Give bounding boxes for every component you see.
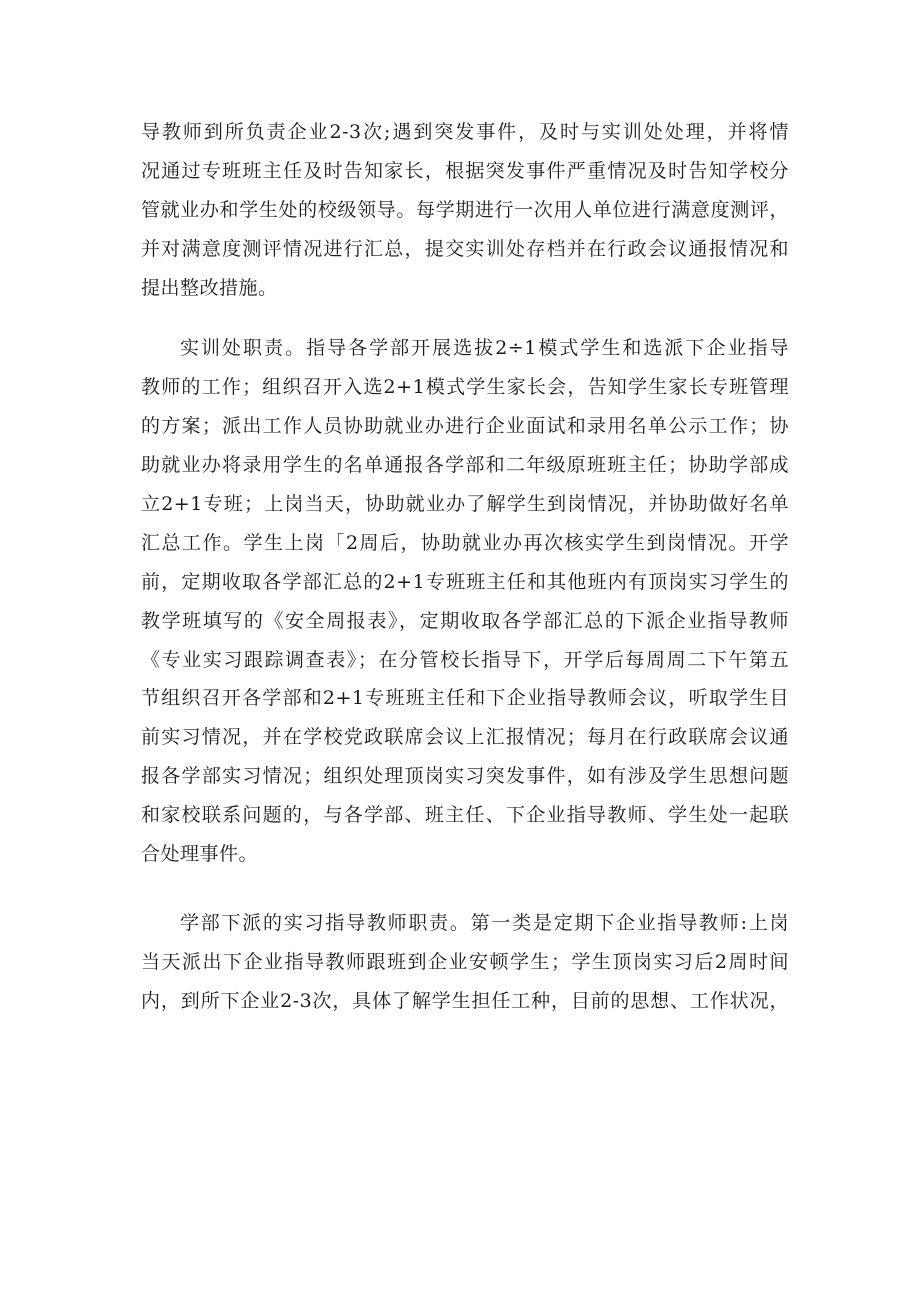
text-line: 学部下派的实习指导教师职责。第一类是定期下企业指导教师:上岗 [180,911,789,934]
text-line: 报各学部实习情况；组织处理顶岗实习突发事件，如有涉及学生思想问题 [141,765,789,788]
text-line: 前实习情况，并在学校党政联席会议上汇报情况；每月在行政联席会议通 [141,726,789,749]
text-line: 管就业办和学生处的校级领导。每学期进行一次用人单位进行满意度测评， [141,198,789,221]
text-line: 的方案；派出工作人员协助就业办进行企业面试和录用名单公示工作；协 [141,415,789,438]
text-line: 教学班填写的《安全周报表》，定期收取各学部汇总的下派企业指导教师 [141,609,789,632]
text-line: 《专业实习跟踪调查表》；在分管校长指导下，开学后每周周二下午第五 [141,648,789,671]
text-line: 导教师到所负责企业2-3次;遇到突发事件，及时与实训处处理，并将情 [141,121,789,143]
text-line: 况通过专班班主任及时告知家长，根据突发事件严重情况及时告知学校分 [141,159,789,182]
text-line: 当天派出下企业指导教师跟班到企业安顿学生；学生顶岗实习后2周时间 [141,950,789,973]
text-line: 并对满意度测评情况进行汇总，提交实训处存档并在行政会议通报情况和 [141,237,789,260]
paragraph-1 [0,113,920,307]
text-line: 汇总工作。学生上岗「2周后，协助就业办再次核实学生到岗情况。开学 [141,531,789,554]
text-line: 内，到所下企业2-3次，具体了解学生担任工种，目前的思想、工作状况， [141,989,789,1012]
text-line: 立2+1专班；上岗当天，协助就业办了解学生到岗情况，并协助做好名单 [141,493,789,516]
text-line: 前，定期收取各学部汇总的2+1专班班主任和其他班内有顶岗实习学生的 [141,570,789,593]
text-line: 提出整改措施。 [141,276,278,299]
text-line: 实训处职责。指导各学部开展选拔2÷1模式学生和选派下企业指导 [180,337,789,360]
text-line: 合处理事件。 [141,843,259,866]
text-line: 助就业办将录用学生的名单通报各学部和二年级原班班主任；协助学部成 [141,454,789,477]
text-line: 教师的工作；组织召开入选2+1模式学生家长会，告知学生家长专班管理 [141,376,789,399]
paragraph-3 [0,904,920,1021]
text-line: 节组织召开各学部和2+1专班班主任和下企业指导教师会议，听取学生目 [141,687,789,710]
text-line: 和家校联系问题的，与各学部、班主任、下企业指导教师、学生处一起联 [141,804,789,827]
paragraph-2 [0,329,920,873]
